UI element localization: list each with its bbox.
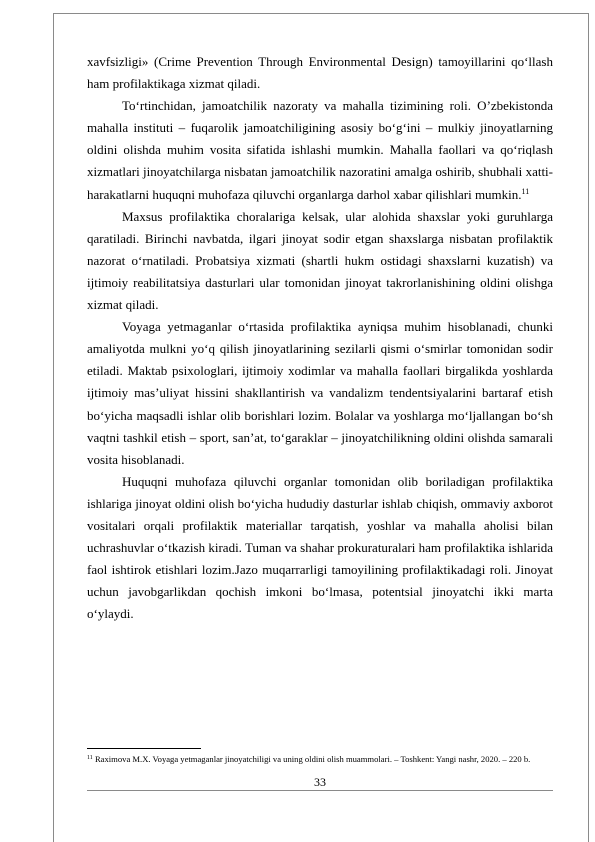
body-text: [87, 51, 553, 625]
paragraph-3: Maxsus profilaktika choralariga kelsak, ular alohida shaxslar yoki guruhlarga qaratiladi. Birinchi navbatda, ilgari jinoyat sodir etgan shaxslarga nisbatan profilaktik nazorat o‘rnatiladi. Probatsiya xizmati (shartli hukm ostidagi shaxslarni kuzatish) va ijtimoiy reabilitatsiya dasturlari ular tomonidan jinoyat takrorlanishining oldini olishga xizmat qiladi.: [87, 208, 553, 313]
footnote-reference: 11: [521, 186, 530, 196]
footnote-separator: [87, 748, 201, 749]
footnote: [87, 754, 553, 765]
page-bottom-rule: [87, 790, 553, 791]
footnote-text: Raximova M.X. Voyaga yetmaganlar jinoyatchiligi va uning oldini olish muammolari. – Toshkent: Yangi nashr, 2020. – 220 b.: [94, 754, 531, 764]
paragraph-2: [87, 95, 553, 205]
paragraph-5: Huquqni muhofaza qiluvchi organlar tomonidan olib boriladigan profilaktika ishlariga jinoyat oldini olish bo‘yicha hududiy dasturlar ishlab chiqish, ommaviy axborot vositalari orqali profilaktik materiallar tarqatish, yoshlar va mahalla aholisi bilan uchrashuvlar o‘tkazish kiradi. Tuman va shahar prokuraturalari ham profilaktika ishlarida faol ishtirok etishlari lozim.Jazo muqarrarligi tamoyilining profilaktikadagi roli. Jinoyat uchun javobgarlikdan qochish imkoni bo‘lmasa, potentsial jinoyatchi ikki marta o‘ylaydi.: [87, 473, 553, 622]
paragraph-4: Voyaga yetmaganlar o‘rtasida profilaktika ayniqsa muhim hisoblanadi, chunki amaliyotda mulkni yo‘q qilish jinoyatlarining sezilarli qismi o‘smirlar tomonidan sodir etiladi. Maktab psixologlari, ijtimoiy xodimlar va mahalla faollari birgalikda yoshlarda ijtimoiy mas’uliyat hissini shakllantirish va vandalizm tendentsiyalarini bartaraf etish bo‘yicha maqsadli ishlar olib borishlari lozim. Bolalar va yoshlarga mo‘ljallangan bo‘sh vaqtni tashkil etish – sport, san’at, to‘garaklar – jinoyatchilikning oldini olishda samarali vosita hisoblanadi.: [87, 319, 553, 467]
paragraph-2-text: To‘rtinchidan, jamoatchilik nazoraty va mahalla tizimining roli. O’zbekistonda mahalla instituti – fuqarolik jamoatchiligining asosiy bo‘g‘ini – mulkiy jinoyatlarning oldini olishda muhim vosita sifatida ishlashi mumkin. Mahalla faollari va qo‘riqlash xizmatlari jinoyatchilarga nisbatan jamoatchilik nazoratini amalga oshirib, shubhali xatti-harakatlarni huquqni muhofaza qiluvchi organlarga darhol xabar qilishlari mumkin.: [87, 98, 553, 202]
footnote-number: 11: [87, 755, 93, 761]
page-number: 33: [314, 775, 326, 789]
paragraph-1: xavfsizligi» (Crime Prevention Through Environmental Design) tamoyillarini qo‘llash ham profilaktikaga xizmat qiladi.: [87, 54, 553, 92]
